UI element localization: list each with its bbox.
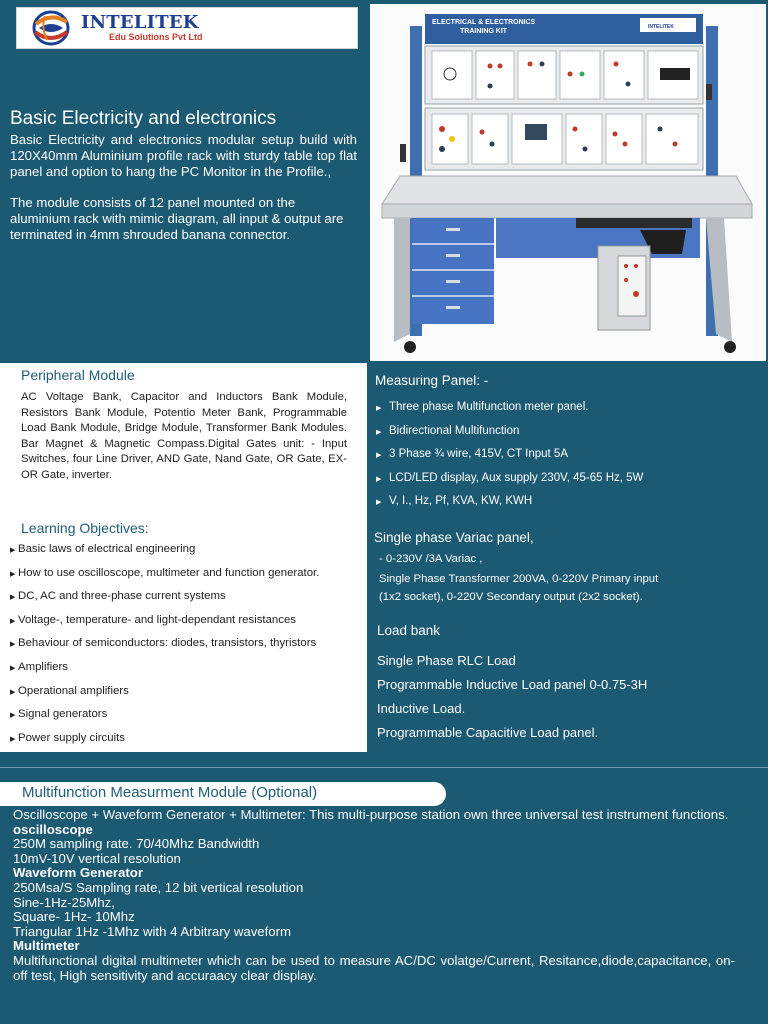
list-item: ▶ Voltage-, temperature- and light-dependant resistances (10, 612, 319, 636)
peripheral-text: AC Voltage Bank, Capacitor and Inductors Bank Module, Resistors Bank Module, Potentio Meter Bank, Programmable Load Bank Module, Bridge Module, Transformer Bank Modules. Bar Magnet & Magnetic Compass.Digital Gates unit: - Input Switches, four Line Driver, AND Gate, Nand Gate, OR Gate, EX-OR Gate, inverter. (21, 391, 347, 481)
multifunction-title: Multifunction Measurment Module (Optional) (22, 784, 318, 801)
list-item: ▶ Signal generators (10, 706, 319, 730)
list-item: ▶ Power supply circuits (10, 730, 319, 754)
bullet-icon: ▶ (10, 547, 16, 554)
kit-panel-title-line2: TRAINING KIT (460, 28, 508, 35)
oscilloscope-line: 10mV-10V vertical resolution (13, 850, 181, 866)
list-item: ▶ Three phase Multifunction meter panel. (376, 398, 643, 422)
kit-panel-title-line1: ELECTRICAL & ELECTRONICS (432, 19, 536, 26)
bullet-icon: ▶ (10, 617, 16, 625)
load-bank-line: Programmable Capacitive Load panel. (377, 725, 599, 740)
bullet-icon: ▶ (10, 570, 16, 578)
bullet-icon: ▶ (10, 712, 16, 720)
peripheral-title: Peripheral Module (21, 367, 135, 383)
bullet-icon: ▶ (10, 641, 16, 649)
company-subtitle: Edu Solutions Pvt Ltd (109, 32, 203, 42)
bullet-icon: ▶ (376, 428, 382, 436)
multifunction-intro: Oscilloscope + Waveform Generator + Multimeter: This multi-purpose station own three universal test instrument functions. (13, 807, 729, 822)
globe-swirl-logo-icon (31, 10, 71, 46)
section-divider (0, 767, 768, 768)
peripheral-section (0, 363, 367, 752)
variac-line: Single Phase Transformer 200VA, 0-220V Primary input (379, 573, 659, 585)
waveform-line: Square- 1Hz- 10Mhz (13, 909, 135, 925)
variac-line: (1x2 socket), 0-220V Secondary output (2x2 socket). (379, 591, 643, 603)
company-name: INTELITEK (81, 12, 199, 33)
list-item: ▶ V, I., Hz, Pf, KVA, KW, KWH (376, 492, 643, 516)
list-item: ▶ Basic laws of electrical engineering (10, 541, 319, 565)
oscilloscope-line: 250M sampling rate. 70/40Mhz Bandwidth (13, 836, 260, 852)
load-bank-line: Single Phase RLC Load (377, 653, 516, 668)
bullet-icon: ▶ (10, 735, 16, 743)
bullet-icon: ▶ (10, 688, 16, 696)
waveform-line: 250Msa/S Sampling rate, 12 bit vertical resolution (13, 879, 304, 895)
bullet-icon: ▶ (376, 475, 382, 483)
load-bank-line: Programmable Inductive Load panel 0-0.75-3H (377, 677, 648, 692)
training-kit-photo (370, 4, 766, 361)
variac-panel-title: Single phase Variac panel, (374, 530, 534, 545)
intro-paragraph-2: The module consists of 12 panel mounted on the aluminium rack with mimic diagram, all input & output are terminated in 4mm shrouded banana connector. (10, 195, 344, 242)
waveform-heading: Waveform Generator (13, 865, 143, 881)
measuring-panel-title: Measuring Panel: - (375, 373, 489, 388)
list-item: ▶ How to use oscilloscope, multimeter and function generator. (10, 565, 319, 589)
list-item: ▶ Behaviour of semiconductors: diodes, transistors, thyristors (10, 635, 319, 659)
learning-objectives-title: Learning Objectives: (21, 520, 149, 536)
multifunction-body (13, 808, 735, 983)
list-item: ▶ Operational amplifiers (10, 683, 319, 707)
multimeter-text: Multifunctional digital multimeter which can be used to measure AC/DC volatge/Current, Resitance,diode,capacitance, on-off test, High sensitivity and accuraacy clear display. (13, 952, 735, 983)
list-item: ▶ Amplifiers (10, 659, 319, 683)
oscilloscope-heading: oscilloscope (13, 821, 93, 837)
waveform-line: Triangular 1Hz -1Mhz with 4 Arbitrary waveform (13, 923, 291, 939)
kit-panel-brand: INTELITEK (648, 24, 674, 30)
load-bank-line: Inductive Load. (377, 701, 466, 716)
bullet-icon: ▶ (10, 594, 16, 602)
bullet-icon: ▶ (376, 405, 382, 412)
list-item: ▶ 3 Phase ¾ wire, 415V, CT Input 5A (376, 445, 643, 469)
waveform-line: Sine-1Hz-25Mhz, (13, 894, 115, 910)
load-bank-title: Load bank (377, 623, 441, 638)
bullet-icon: ▶ (10, 664, 16, 672)
list-item: ▶ LCD/LED display, Aux supply 230V, 45-65 Hz, 5W (376, 469, 643, 493)
bullet-icon: ▶ (376, 452, 382, 460)
multimeter-heading: Multimeter (13, 938, 80, 954)
page-title: Basic Electricity and electronics (10, 108, 277, 129)
list-item: ▶ DC, AC and three-phase current systems (10, 588, 319, 612)
intro-paragraph-1: Basic Electricity and electronics modular setup build with 120X40mm Aluminium profile rack with sturdy table top flat panel and option to hang the PC Monitor in the Profile., (10, 132, 357, 179)
list-item: ▶ Bidirectional Multifunction (376, 422, 643, 446)
learning-objectives-list (10, 541, 319, 753)
multifunction-title-banner (0, 782, 446, 806)
bullet-icon: ▶ (376, 499, 382, 507)
company-logo (16, 7, 358, 49)
measuring-panel-list (376, 398, 643, 516)
variac-line: - 0-230V /3A Variac , (379, 553, 483, 565)
